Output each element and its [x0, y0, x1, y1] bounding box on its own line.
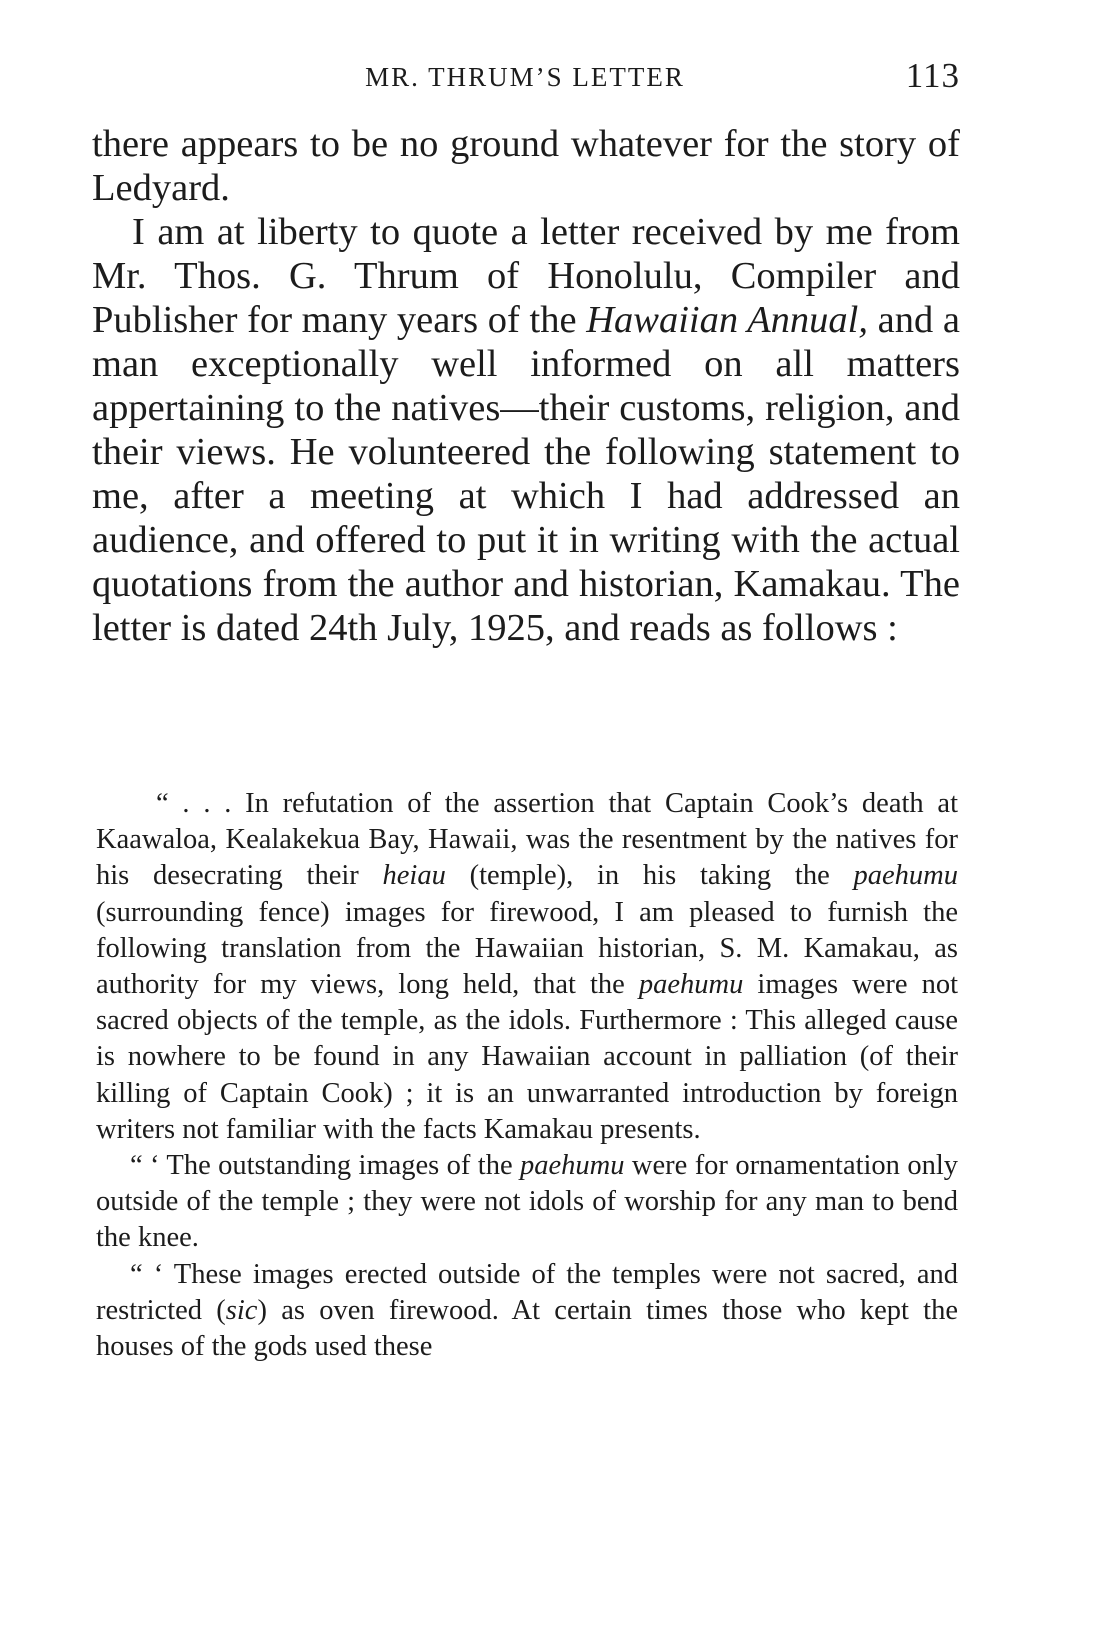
quote-paragraph-1 [96, 786, 958, 1148]
quote-1-italic-b: paehumu [853, 860, 958, 892]
paragraph-1: there appears to be no ground whatever for the story of Ledyard. [92, 123, 960, 209]
quote-1-italic-c: paehumu [638, 969, 744, 1001]
paragraph-2-italic-title: Hawaiian Annual, [586, 299, 868, 341]
block-quote [96, 786, 958, 1365]
quote-1-text-d: images were not sacred objects of the temple, as the idols. Furthermore : This alleged cause is nowhere to be found in any Hawaiian account in palliation (of their killing of Captain Cook) ; it is an unwarranted introduction by foreign writers not familiar with the facts Kamakau presents. [96, 969, 958, 1145]
quote-2-text-b: were for ornamentation only outside of the temple ; they were not idols of worship for any man to bend the knee. [96, 1150, 959, 1254]
quote-2-text-a: “ ‘ The outstanding images of the [130, 1150, 521, 1182]
quote-1-italic-a: heiau [382, 860, 446, 892]
page-number: 113 [905, 56, 960, 95]
running-title: MR. THRUM’S LETTER [365, 62, 685, 92]
quote-1-text-c: (surrounding fence) images for firewood, I am pleased to furnish the following translation from the Hawaiian historian, S. M. Kamakau, as authority for my views, long held, that the [96, 896, 958, 1001]
quote-paragraph-3 [96, 1257, 958, 1366]
running-head [90, 56, 960, 96]
quote-1-text-a: “ . . . In refutation of the assertion that Captain Cook’s death at Kaawaloa, Kealakekua Bay, Hawaii, was the resentment by the natives for his desecrating their [96, 788, 958, 892]
quote-2-italic-a: paehumu [520, 1150, 625, 1182]
quote-3-text-b: ) as oven firewood. At certain times those who kept the houses of the gods used these [96, 1294, 958, 1363]
quote-1-text-b: (temple), in his taking the [445, 860, 854, 892]
quote-3-italic-a: sic [225, 1294, 258, 1326]
paragraph-2 [92, 210, 960, 650]
quote-3-text-a: “ ‘ These images erected outside of the temples were not sacred, and restricted ( [96, 1258, 958, 1326]
paragraph-2-text-b: and a man exceptionally well informed on all matters appertaining to the natives—their customs, religion, and their views. He volunteered the following statement to me, after a meeting at which I had addressed an audience, and offered to put it in writing with the actual quotations from the author and historian, Kamakau. The letter is dated 24th July, 1925, and reads as follows : [92, 299, 960, 649]
quote-paragraph-2 [96, 1148, 958, 1257]
paragraph-2-text-a: I am at liberty to quote a letter received by me from Mr. Thos. G. Thrum of Honolulu, Compiler and Publisher for many years of the [92, 211, 960, 341]
body-text [92, 122, 960, 650]
